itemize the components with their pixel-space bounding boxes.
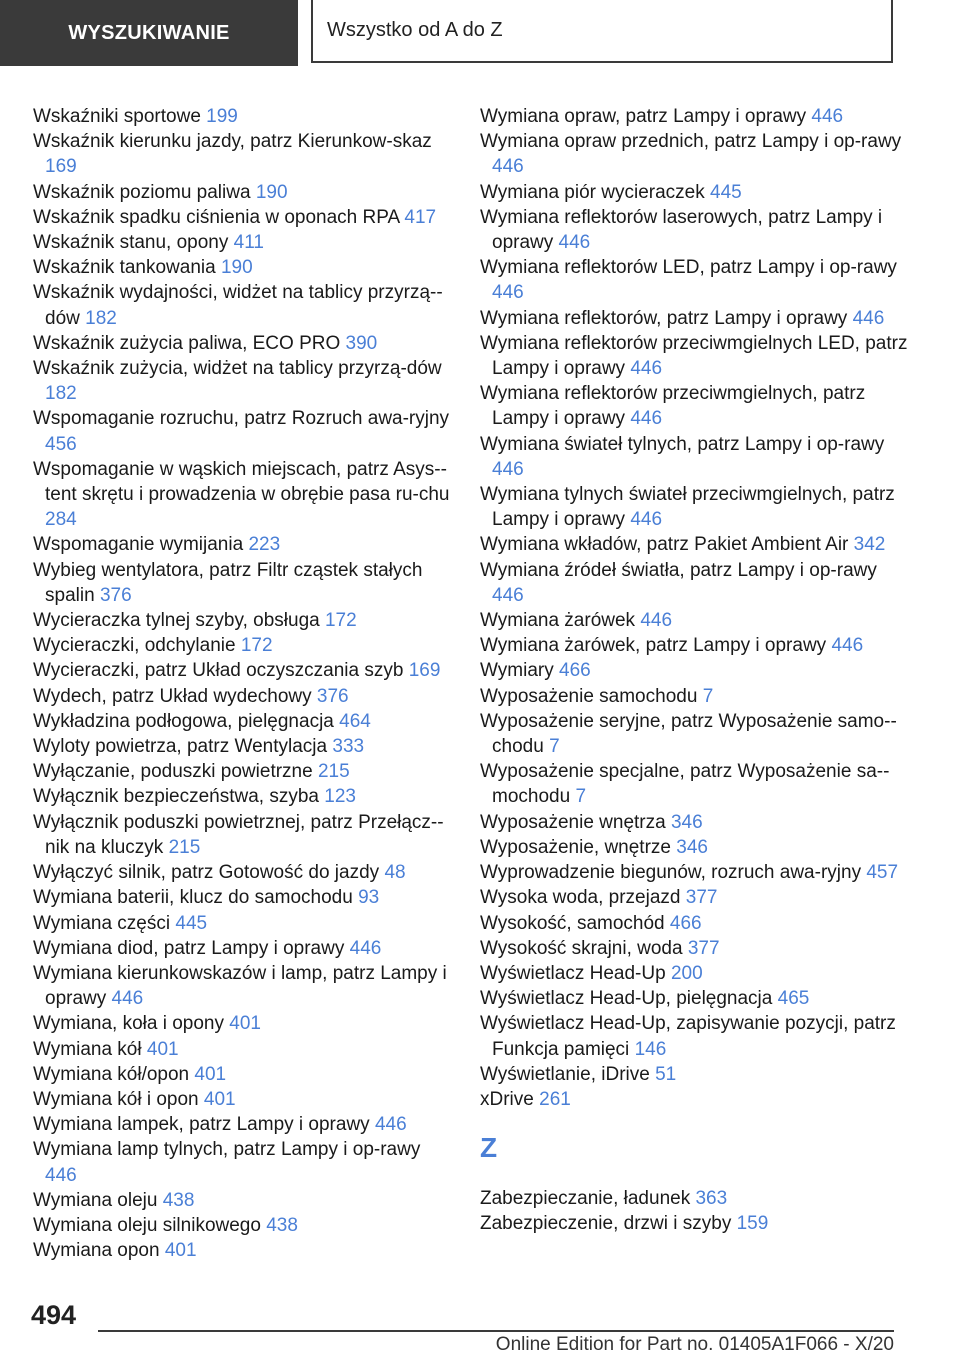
index-entry <box>480 810 910 835</box>
index-entry <box>480 306 910 331</box>
index-entry-text: Wyposażenie samochodu <box>480 685 698 707</box>
index-entry <box>33 885 453 910</box>
page-reference-link[interactable]: 417 <box>404 206 437 228</box>
page-reference-link[interactable]: 182 <box>85 307 117 329</box>
page-reference-link[interactable]: 169 <box>408 660 441 682</box>
page-reference-link[interactable]: 190 <box>220 257 253 279</box>
index-entry-text: Wskaźnik wydajności, widżet na tablicy przyrzą-dów <box>33 282 443 329</box>
index-entry <box>480 381 910 431</box>
index-entry-text: Wyprowadzenie biegunów, rozruch awa-ryjny <box>480 862 862 884</box>
index-entry <box>33 331 453 356</box>
index-entry <box>33 1213 453 1238</box>
index-entry-text: Wymiana reflektorów LED, patrz Lampy i op-rawy <box>480 257 897 279</box>
page-reference-link[interactable]: 446 <box>492 458 524 480</box>
index-entry <box>480 633 910 658</box>
index-entry <box>33 1188 453 1213</box>
page-reference-link[interactable]: 7 <box>575 786 587 808</box>
page-reference-link[interactable]: 199 <box>206 106 238 127</box>
index-entry <box>33 532 453 557</box>
page-reference-link[interactable]: 159 <box>736 1213 769 1235</box>
index-entry <box>33 180 453 205</box>
page-reference-link[interactable]: 93 <box>358 887 380 909</box>
page-reference-link[interactable]: 333 <box>332 736 365 758</box>
index-entry <box>480 1186 910 1211</box>
index-entry <box>480 129 910 179</box>
index-entry-text: Wymiana, koła i opony <box>33 1013 224 1035</box>
index-entry <box>33 734 453 759</box>
index-entry-text: Wymiana kół/opon <box>33 1063 190 1085</box>
index-entry <box>33 1238 453 1263</box>
index-entry <box>33 1062 453 1087</box>
index-entry-text: Wskaźnik zużycia paliwa, ECO PRO <box>33 332 341 354</box>
page-reference-link[interactable]: 446 <box>630 358 663 380</box>
index-entry <box>480 104 910 129</box>
index-entry-text: Wymiana oleju silnikowego <box>33 1214 261 1236</box>
index-entry-text: Wyświetlanie, iDrive <box>480 1063 650 1085</box>
index-entry-text: Wskaźniki sportowe <box>33 106 201 127</box>
footer-edition: Online Edition for Part no. 01405A1F066 - X/20 <box>495 1334 894 1355</box>
page-reference-link[interactable]: 7 <box>702 685 714 707</box>
page-reference-link[interactable]: 172 <box>324 610 357 632</box>
index-entry-text: Wymiana żarówek, patrz Lampy i oprawy <box>480 635 827 657</box>
index-entry-text: Wskaźnik spadku ciśnienia w oponach RPA <box>33 206 400 228</box>
index-entry-text: Wyłącznik bezpieczeństwa, szyba <box>33 786 320 808</box>
index-entry-text: Wymiana tylnych świateł przeciwmgielnych, patrz Lampy i oprawy <box>480 484 895 531</box>
index-entry <box>480 684 910 709</box>
index-entry <box>480 331 910 381</box>
index-entry <box>480 532 910 557</box>
index-entry <box>480 835 910 860</box>
page-reference-link[interactable]: 200 <box>670 962 703 984</box>
page-reference-link[interactable]: 401 <box>146 1038 179 1060</box>
page-reference-link[interactable]: 223 <box>248 534 281 556</box>
index-entry <box>33 1037 453 1062</box>
index-entry <box>33 356 453 406</box>
page-reference-link[interactable]: 446 <box>492 282 524 304</box>
index-entry <box>480 936 910 961</box>
index-entry <box>33 784 453 809</box>
index-entry <box>33 1087 453 1112</box>
index-entry-text: Wspomaganie w wąskich miejscach, patrz Asys-tent skrętu i prowadzenia w obrębie pasa ru-chu <box>33 458 450 506</box>
index-entry <box>480 759 910 809</box>
index-entry-text: Wymiana lamp tylnych, patrz Lampy i op-rawy <box>33 1139 421 1161</box>
index-entry-text: Wspomaganie rozruchu, patrz Rozruch awa-ryjny <box>33 408 450 430</box>
index-entry <box>480 1011 910 1061</box>
index-entry-text: Wymiana diod, patrz Lampy i oprawy <box>33 937 345 959</box>
page-number: 494 <box>31 1300 77 1330</box>
section-tab: WYSZUKIWANIE <box>0 0 298 66</box>
index-entry <box>33 1011 453 1036</box>
page-reference-link[interactable]: 438 <box>266 1214 298 1236</box>
index-entry <box>33 205 453 230</box>
index-entry <box>33 860 453 885</box>
page-reference-link[interactable]: 446 <box>492 156 524 178</box>
index-entry-text: Wysoka woda, przejazd <box>480 887 681 909</box>
index-entry <box>480 608 910 633</box>
page-reference-link[interactable]: 215 <box>168 836 201 858</box>
index-entry-text: Wyłączyć silnik, patrz Gotowość do jazdy <box>33 862 380 884</box>
page-reference-link[interactable]: 446 <box>111 988 144 1010</box>
index-entry-text: Wymiana części <box>33 912 171 934</box>
page-reference-link[interactable]: 456 <box>45 433 77 455</box>
page-reference-link[interactable]: 457 <box>866 862 899 884</box>
page-reference-link[interactable]: 438 <box>162 1189 195 1211</box>
index-entry <box>33 104 453 129</box>
section-letter-z: Z <box>480 1132 498 1164</box>
index-entry <box>33 1137 453 1187</box>
index-column-right <box>480 104 910 1237</box>
index-entry-text: Wymiana opraw, patrz Lampy i oprawy <box>480 106 807 127</box>
page-reference-link[interactable]: 445 <box>175 912 208 934</box>
page-reference-link[interactable]: 401 <box>164 1240 197 1262</box>
page-reference-link[interactable]: 215 <box>317 761 350 783</box>
index-entry-text: Wskaźnik kierunku jazdy, patrz Kierunkow-skaz <box>33 131 432 153</box>
page-reference-link[interactable]: 182 <box>45 383 77 405</box>
index-entry <box>480 482 910 532</box>
index-entry-text: Wyświetlacz Head-Up <box>480 962 666 984</box>
section-title: Wszystko od A do Z <box>311 0 893 63</box>
page-reference-link[interactable]: 169 <box>45 156 77 178</box>
index-entry-text: Wymiana reflektorów laserowych, patrz Lampy i oprawy <box>480 206 883 254</box>
page-reference-link[interactable]: 465 <box>777 988 810 1010</box>
page-reference-link[interactable]: 446 <box>831 635 864 657</box>
index-entry <box>33 936 453 961</box>
index-entry-text: Wymiana wkładów, patrz Pakiet Ambient Air <box>480 534 849 556</box>
index-entry-text: Wymiana kół <box>33 1038 142 1060</box>
page-reference-link[interactable]: 446 <box>45 1164 77 1186</box>
page-reference-link[interactable]: 363 <box>695 1188 728 1210</box>
page-reference-link[interactable]: 446 <box>492 584 524 606</box>
index-entry <box>480 255 910 305</box>
index-entry-text: Wymiana opraw przednich, patrz Lampy i op-rawy <box>480 131 902 153</box>
page-header <box>0 0 960 66</box>
index-entry-text: Wyposażenie wnętrza <box>480 811 666 833</box>
page-reference-link[interactable]: 190 <box>255 181 288 203</box>
page-reference-link[interactable]: 123 <box>324 786 356 808</box>
index-entry-text: Wycieraczki, patrz Układ oczyszczania szyb <box>33 660 404 682</box>
index-entry <box>480 986 910 1011</box>
index-entry <box>33 457 453 533</box>
index-entry-text: Wymiana reflektorów przeciwmgielnych LED, patrz Lampy i oprawy <box>480 332 908 380</box>
page-reference-link[interactable]: 51 <box>655 1063 677 1085</box>
index-entry-text: Wyłączanie, poduszki powietrzne <box>33 761 313 783</box>
index-column-left <box>33 104 453 1263</box>
index-entry-text: Wymiary <box>480 660 554 682</box>
index-entry-text: Wydech, patrz Układ wydechowy <box>33 685 312 707</box>
index-entry-text: Zabezpieczenie, drzwi i szyby <box>480 1213 732 1235</box>
page-reference-link[interactable]: 346 <box>670 811 703 833</box>
index-entry <box>480 658 910 683</box>
index-entry-text: Wybieg wentylatora, patrz Filtr cząstek stałych spalin <box>33 559 423 606</box>
index-entry <box>33 255 453 280</box>
index-entry-text: Wyposażenie specjalne, patrz Wyposażenie sa-mochodu <box>480 761 890 808</box>
index-entry <box>480 1211 910 1236</box>
index-entry <box>33 230 453 255</box>
page-reference-link[interactable]: 446 <box>811 106 844 127</box>
page-reference-link[interactable]: 466 <box>669 912 702 934</box>
index-entry <box>33 684 453 709</box>
page-reference-link[interactable]: 446 <box>349 937 382 959</box>
page-reference-link[interactable]: 346 <box>676 836 708 858</box>
index-entry-text: Wskaźnik stanu, opony <box>33 232 229 254</box>
index-entry-text: Wymiana reflektorów, patrz Lampy i oprawy <box>480 307 848 329</box>
page-reference-link[interactable]: 466 <box>559 660 591 682</box>
page-reference-link[interactable]: 261 <box>539 1088 571 1110</box>
index-list-z <box>480 1186 910 1236</box>
index-entry-text: Wskaźnik poziomu paliwa <box>33 181 251 203</box>
index-entry-text: Wymiana opon <box>33 1240 160 1262</box>
page-reference-link[interactable]: 7 <box>549 736 560 758</box>
index-entry <box>33 608 453 633</box>
page-reference-link[interactable]: 446 <box>374 1114 407 1136</box>
index-entry-text: Wspomaganie wymijania <box>33 534 244 556</box>
index-entry-text: Wskaźnik tankowania <box>33 257 216 279</box>
index-entry-text: Wycieraczki, odchylanie <box>33 635 236 657</box>
index-entry <box>33 961 453 1011</box>
page-reference-link[interactable]: 446 <box>558 232 591 254</box>
page-reference-link[interactable]: 401 <box>229 1013 261 1035</box>
index-entry <box>480 709 910 759</box>
index-entry-text: Wymiana oleju <box>33 1189 158 1211</box>
index-entry-text: Wyloty powietrza, patrz Wentylacja <box>33 736 328 758</box>
index-entry-text: Wymiana lampek, patrz Lampy i oprawy <box>33 1114 370 1136</box>
index-entry-text: Wymiana źródeł światła, patrz Lampy i op-rawy <box>480 559 877 581</box>
index-list-w <box>480 104 910 1112</box>
index-entry-text: Zabezpieczanie, ładunek <box>480 1188 691 1210</box>
page-reference-link[interactable]: 464 <box>339 710 371 732</box>
index-entry-text: Wysokość skrajni, woda <box>480 937 683 959</box>
index-entry <box>33 280 453 330</box>
index-entry <box>480 205 910 255</box>
page-reference-link[interactable]: 376 <box>316 685 349 707</box>
index-entry <box>480 432 910 482</box>
index-entry-text: Wycieraczka tylnej szyby, obsługa <box>33 610 320 632</box>
index-entry <box>33 558 453 608</box>
index-entry-text: Wymiana świateł tylnych, patrz Lampy i op-rawy <box>480 433 885 455</box>
page-reference-link[interactable]: 411 <box>233 232 264 254</box>
index-entry <box>33 709 453 734</box>
page-reference-link[interactable]: 48 <box>384 862 406 884</box>
index-entry-text: Wymiana kół i opon <box>33 1088 199 1110</box>
index-entry-text: Wyposażenie seryjne, patrz Wyposażenie samo-chodu <box>480 710 897 758</box>
page-reference-link[interactable]: 446 <box>640 610 673 632</box>
index-entry-text: Wyposażenie, wnętrze <box>480 836 671 858</box>
index-entry-text: Wymiana kierunkowskazów i lamp, patrz Lampy i oprawy <box>33 962 447 1010</box>
index-entry <box>480 180 910 205</box>
index-entry-text: Wyświetlacz Head-Up, zapisywanie pozycji, patrz Funkcja pamięci <box>480 1013 896 1060</box>
index-entry-text: Wyłącznik poduszki powietrznej, patrz Przełącz-nik na kluczyk <box>33 811 444 858</box>
page-reference-link[interactable]: 401 <box>203 1088 236 1110</box>
index-entry <box>480 1087 910 1112</box>
index-entry <box>33 1112 453 1137</box>
page-reference-link[interactable]: 342 <box>853 534 886 556</box>
page-reference-link[interactable]: 146 <box>634 1038 667 1060</box>
index-entry-text: Wskaźnik zużycia, widżet na tablicy przyrzą-dów <box>33 358 442 380</box>
index-entry <box>33 129 453 179</box>
page-reference-link[interactable]: 446 <box>630 408 663 430</box>
page-reference-link[interactable]: 446 <box>852 307 885 329</box>
index-entry-text: Wyświetlacz Head-Up, pielęgnacja <box>480 988 773 1010</box>
page-reference-link[interactable]: 446 <box>630 509 663 531</box>
page-reference-link[interactable]: 284 <box>45 509 77 531</box>
index-entry <box>33 759 453 784</box>
page-reference-link[interactable]: 390 <box>345 332 378 354</box>
index-entry-text: Wymiana żarówek <box>480 610 636 632</box>
page-reference-link[interactable]: 377 <box>685 887 718 909</box>
page-reference-link[interactable]: 445 <box>710 181 742 203</box>
index-entry-text: Wymiana piór wycieraczek <box>480 181 705 203</box>
index-entry <box>480 911 910 936</box>
index-entry <box>33 406 453 456</box>
page-reference-link[interactable]: 401 <box>194 1063 227 1085</box>
index-entry <box>480 558 910 608</box>
index-entry-text: Wykładzina podłogowa, pielęgnacja <box>33 710 334 732</box>
index-entry <box>33 633 453 658</box>
index-entry <box>33 658 453 683</box>
footer-divider <box>98 1330 894 1332</box>
index-entry <box>480 885 910 910</box>
index-entry-text: xDrive <box>480 1088 534 1110</box>
index-entry <box>33 911 453 936</box>
page-reference-link[interactable]: 377 <box>687 937 720 959</box>
index-entry <box>33 810 453 860</box>
index-entry-text: Wymiana reflektorów przeciwmgielnych, patrz Lampy i oprawy <box>480 383 866 430</box>
index-entry <box>480 961 910 986</box>
index-entry <box>480 860 910 885</box>
index-entry-text: Wysokość, samochód <box>480 912 665 934</box>
index-entry <box>480 1062 910 1087</box>
page-reference-link[interactable]: 376 <box>99 584 132 606</box>
page-reference-link[interactable]: 172 <box>240 635 273 657</box>
index-entry-text: Wymiana baterii, klucz do samochodu <box>33 887 353 909</box>
